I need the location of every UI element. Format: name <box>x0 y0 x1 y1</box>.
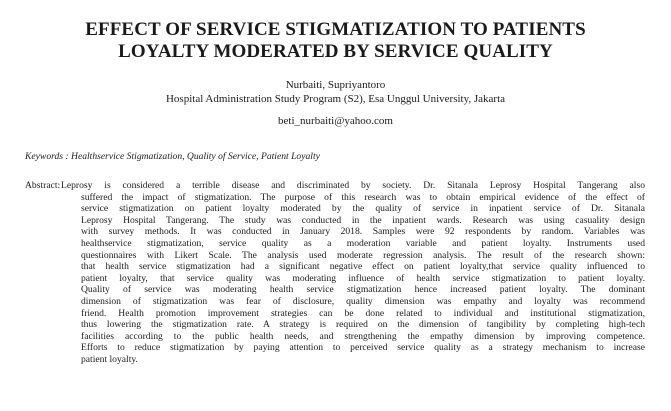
abstract-line: Efforts to reduce stigmatization by paying attention to perceived service quality as a strategy mechanism to increase <box>81 342 645 354</box>
abstract-line: Leprosy Hospital Tangerang. The study was conducted in the inpatient wards. Research was using casuality design <box>81 214 645 226</box>
paper-keywords: Keywords : Healthservice Stigmatization, Quality of Service, Patient Loyalty <box>25 151 320 162</box>
abstract-line: suffered the impact of stigmatization. The purpose of this research was to obtain empirical evidence of the effect of <box>81 191 645 203</box>
abstract-line: with survey methods. It was conducted in January 2018. Samples were 92 respondents by random. Variables was <box>81 226 645 238</box>
abstract-body <box>61 180 645 366</box>
abstract-line: questionnaires with Likert Scale. The analysis used moderate regression analysis. The result of the research shown: <box>81 249 645 261</box>
abstract-line: healthservice stigmatization, service quality as a moderation variable and patient loyalty. Instruments used <box>81 237 645 249</box>
paper-title-line-1: EFFECT OF SERVICE STIGMATIZATION TO PATIENTS <box>85 19 586 40</box>
abstract-line: dimension of stigmatization was fear of disclosure, quality dimension was empathy and loyalty was recommend <box>81 295 645 307</box>
abstract-line: thus lowering the stigmatization rate. A strategy is required on the dimension of tangibility by completing high-tech <box>81 319 645 331</box>
abstract-line: service stigmatization on patient loyalty moderated by the quality of service in inpatient service of Dr. Sitanala <box>81 203 645 215</box>
author-email: beti_nurbaiti@yahoo.com <box>278 115 393 127</box>
abstract-line: friend. Health promotion improvement strategies can be done related to individual and institutional stigmatization, <box>81 307 645 319</box>
paper-affiliation: Hospital Administration Study Program (S2), Esa Unggul University, Jakarta <box>165 93 506 105</box>
paper-title-line-2: LOYALTY MODERATED BY SERVICE QUALITY <box>118 41 553 62</box>
abstract-line: patient loyalty. <box>81 353 138 365</box>
paper-authors: Nurbaiti, Supriyantoro <box>285 79 386 91</box>
abstract-line: facilities according to the public health needs, and strengthening the empathy dimension by improving competence. <box>81 330 645 342</box>
abstract-line: that health service stigmatization had a significant negative effect on patient loyalty,that service quality influenced to <box>81 261 645 273</box>
abstract-line: patient loyalty, that service quality was moderating influence of health service stigmatization to patient loyalty. <box>81 272 645 284</box>
abstract-label: Abstract: <box>25 180 61 191</box>
abstract-line: Leprosy is considered a terrible disease and discriminated by society. Dr. Sitanala Leprosy Hospital Tangerang also <box>61 180 645 191</box>
abstract-line: Quality of service was moderating health service stigmatization hence increased patient loyalty. The dominant <box>81 284 645 296</box>
